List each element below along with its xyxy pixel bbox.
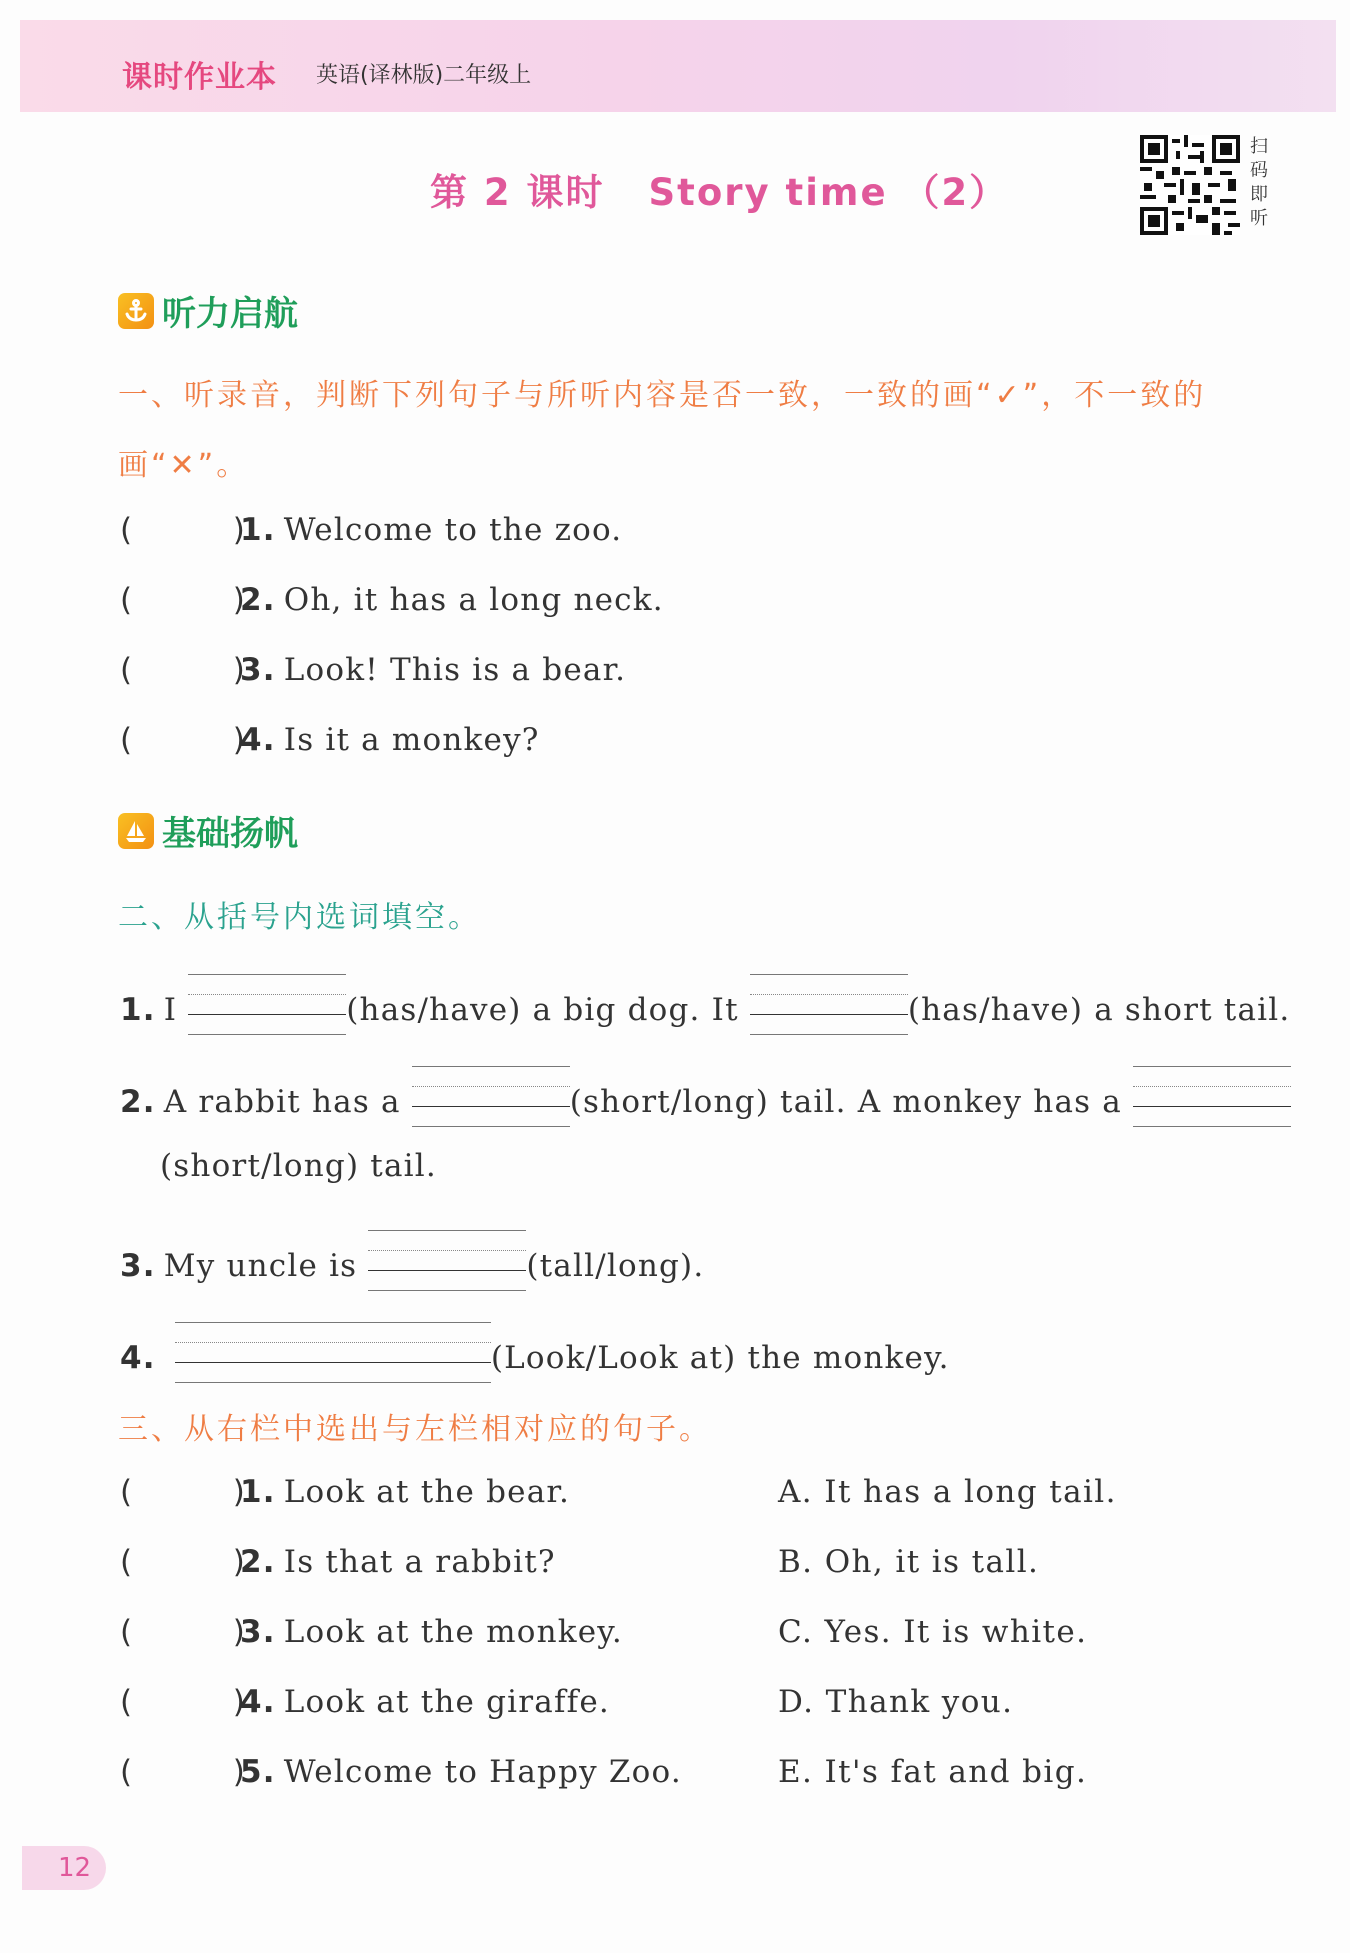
sailboat-icon <box>118 813 154 849</box>
lesson-title <box>430 162 1008 216</box>
list-item <box>120 722 540 758</box>
scan-char: 即 <box>1250 184 1268 205</box>
scan-char: 码 <box>1250 160 1268 181</box>
match-right-option: B. Oh, it is tall. <box>778 1544 1040 1580</box>
question-text: (tall/long). <box>526 1248 705 1284</box>
list-item <box>120 652 626 688</box>
item-number: 3. <box>240 1614 276 1650</box>
answer-blank[interactable] <box>1133 1066 1291 1126</box>
question-text: A rabbit has a <box>163 1084 401 1120</box>
lesson-number: 第 2 课时 <box>430 171 605 214</box>
section-heading-basic <box>118 806 298 855</box>
book-title: 课时作业本 <box>122 60 277 95</box>
match-left-item <box>120 1474 570 1510</box>
fill-question-3 <box>120 1230 704 1290</box>
item-number: 5. <box>240 1754 276 1790</box>
question-text: (has/have) a big dog. It <box>346 992 739 1028</box>
match-right-option: C. Yes. It is white. <box>778 1614 1088 1650</box>
answer-bracket[interactable]: ( ) <box>120 1754 247 1790</box>
item-text: Welcome to the zoo. <box>283 512 623 548</box>
item-text: Is that a rabbit? <box>283 1544 556 1580</box>
item-number: 2. <box>240 1544 276 1580</box>
item-number: 3. <box>120 1248 156 1284</box>
item-text: Is it a monkey? <box>283 722 540 758</box>
item-text: Look at the monkey. <box>283 1614 623 1650</box>
match-left-item <box>120 1684 610 1720</box>
scan-char: 扫 <box>1250 136 1268 157</box>
answer-blank[interactable] <box>175 1322 491 1382</box>
section-heading-listening <box>118 286 298 335</box>
item-number: 1. <box>240 512 276 548</box>
scan-char: 听 <box>1250 208 1268 229</box>
book-subtitle: 英语(译林版)二年级上 <box>316 63 532 88</box>
instruction-part1-line1: 一、听录音，判断下列句子与所听内容是否一致，一致的画“✓”，不一致的 <box>118 378 1207 413</box>
item-number: 4. <box>240 1684 276 1720</box>
match-left-item <box>120 1544 556 1580</box>
scan-to-listen-label <box>1246 135 1272 231</box>
question-text: (short/long) tail. A monkey has a <box>569 1084 1122 1120</box>
question-text: (has/have) a short tail. <box>907 992 1291 1028</box>
item-number: 2. <box>240 582 276 618</box>
match-left-item <box>120 1614 623 1650</box>
question-text: My uncle is <box>163 1248 358 1284</box>
instruction-part2: 二、从括号内选词填空。 <box>118 900 481 935</box>
fill-question-4 <box>120 1322 950 1382</box>
fill-question-2 <box>120 1066 1291 1126</box>
fill-question-2-cont: (short/long) tail. <box>160 1148 437 1184</box>
answer-blank[interactable] <box>750 974 908 1034</box>
instruction-part3: 三、从右栏中选出与左栏相对应的句子。 <box>118 1412 712 1447</box>
page-number: 12 <box>22 1846 106 1890</box>
item-text: Welcome to Happy Zoo. <box>283 1754 682 1790</box>
answer-bracket[interactable]: ( ) <box>120 1684 247 1720</box>
qr-code-icon[interactable] <box>1140 135 1240 235</box>
answer-bracket[interactable]: ( ) <box>120 652 247 688</box>
list-item <box>120 512 622 548</box>
item-text: Oh, it has a long neck. <box>283 582 664 618</box>
item-number: 2. <box>120 1084 156 1120</box>
question-text: (Look/Look at) the monkey. <box>490 1340 950 1376</box>
item-text: Look at the giraffe. <box>283 1684 610 1720</box>
question-text: I <box>163 992 178 1028</box>
anchor-icon <box>118 293 154 329</box>
item-number: 1. <box>120 992 156 1028</box>
item-number: 1. <box>240 1474 276 1510</box>
match-right-option: D. Thank you. <box>778 1684 1014 1720</box>
answer-bracket[interactable]: ( ) <box>120 1614 247 1650</box>
item-number: 4. <box>240 722 276 758</box>
section-heading-text: 基础扬帆 <box>162 814 298 854</box>
instruction-part1-line2: 画“✕”。 <box>118 448 250 483</box>
answer-bracket[interactable]: ( ) <box>120 1544 247 1580</box>
answer-bracket[interactable]: ( ) <box>120 582 247 618</box>
item-number: 3. <box>240 652 276 688</box>
answer-blank[interactable] <box>368 1230 526 1290</box>
match-right-option: A. It has a long tail. <box>778 1474 1117 1510</box>
match-left-item <box>120 1754 682 1790</box>
lesson-name: Story time （2） <box>648 171 1009 214</box>
answer-bracket[interactable]: ( ) <box>120 722 247 758</box>
list-item <box>120 582 664 618</box>
item-text: Look! This is a bear. <box>283 652 627 688</box>
answer-blank[interactable] <box>412 1066 570 1126</box>
fill-question-1 <box>120 974 1290 1034</box>
answer-bracket[interactable]: ( ) <box>120 512 247 548</box>
section-heading-text: 听力启航 <box>162 294 298 334</box>
answer-blank[interactable] <box>188 974 346 1034</box>
item-number: 4. <box>120 1340 156 1376</box>
match-right-option: E. It's fat and big. <box>778 1754 1088 1790</box>
item-text: Look at the bear. <box>283 1474 571 1510</box>
answer-bracket[interactable]: ( ) <box>120 1474 247 1510</box>
